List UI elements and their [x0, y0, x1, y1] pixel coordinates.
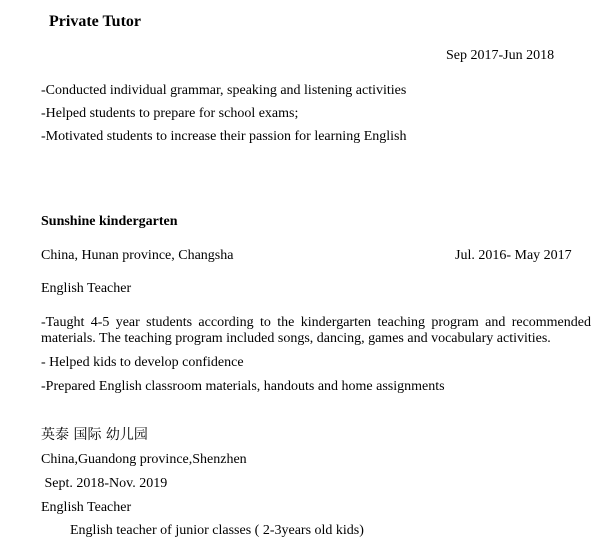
- employer-chinese-kindergarten: 英泰 国际 幼儿园: [41, 427, 148, 443]
- shenzhen-dates: Sept. 2018-Nov. 2019: [41, 476, 168, 491]
- private-tutor-bullet-2: -Helped students to prepare for school exams;: [41, 106, 299, 121]
- sunshine-paragraph: -Taught 4-5 year students according to the kindergarten teaching program and recommended materials. The teaching program included songs, dancing, games and vocabulary activities.: [41, 315, 591, 346]
- private-tutor-bullet-3: -Motivated students to increase their passion for learning English: [41, 129, 407, 144]
- employer-sunshine-kindergarten: Sunshine kindergarten: [41, 214, 178, 229]
- sunshine-location: China, Hunan province, Changsha: [41, 248, 234, 263]
- shenzhen-role: English Teacher: [41, 500, 132, 515]
- sunshine-dates: Jul. 2016- May 2017: [455, 248, 572, 263]
- private-tutor-bullet-1: -Conducted individual grammar, speaking and listening activities: [41, 83, 407, 98]
- sunshine-role: English Teacher: [41, 281, 132, 296]
- sunshine-bullet-2: -Prepared English classroom materials, handouts and home assignments: [41, 379, 445, 394]
- private-tutor-dates: Sep 2017-Jun 2018: [446, 48, 555, 63]
- shenzhen-description: English teacher of junior classes ( 2-3years old kids): [70, 523, 364, 538]
- section-title-private-tutor: Private Tutor: [49, 13, 141, 30]
- sunshine-bullet-1: - Helped kids to develop confidence: [41, 355, 244, 370]
- shenzhen-location: China,Guandong province,Shenzhen: [41, 452, 247, 467]
